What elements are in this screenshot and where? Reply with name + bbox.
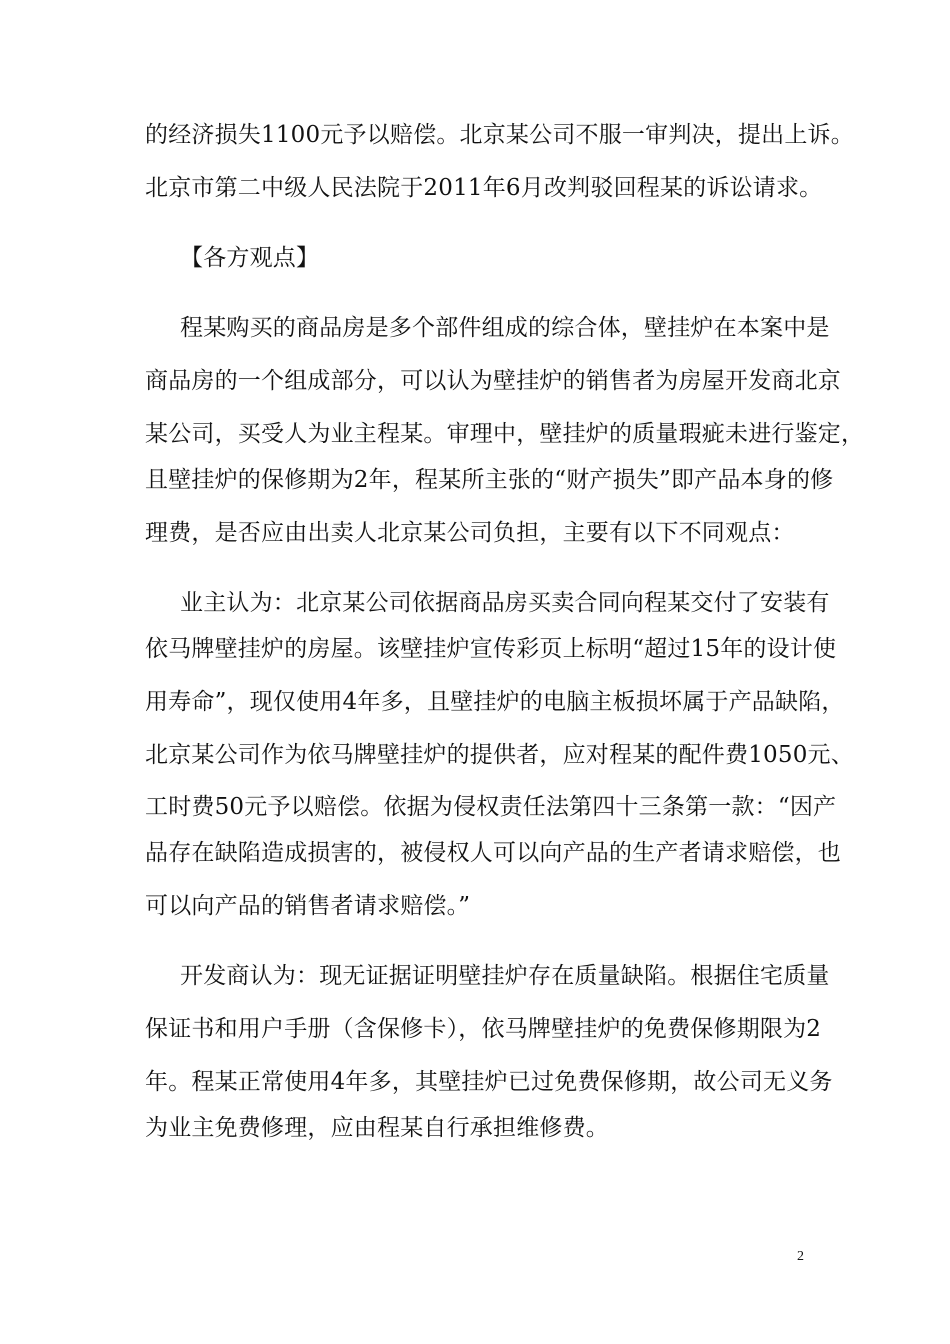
text-line: 程某购买的商品房是多个部件组成的综合体，壁挂炉在本案中是 xyxy=(180,315,830,341)
text-line: 用寿命”，现仅使用4年多，且壁挂炉的电脑主板损坏属于产品缺陷， xyxy=(145,689,845,715)
text-line: 理费，是否应由出卖人北京某公司负担，主要有以下不同观点： xyxy=(145,520,795,546)
text-line: 北京市第二中级人民法院于2011年6月改判驳回程某的诉讼请求。 xyxy=(145,175,823,201)
text-line: 保证书和用户手册（含保修卡），依马牌壁挂炉的免费保修期限为2 xyxy=(145,1016,822,1042)
text-line: 业主认为：北京某公司依据商品房买卖合同向程某交付了安装有 xyxy=(180,590,830,616)
text-line: 商品房的一个组成部分，可以认为壁挂炉的销售者为房屋开发商北京 xyxy=(145,368,841,394)
text-line: 年。程某正常使用4年多，其壁挂炉已过免费保修期，故公司无义务 xyxy=(145,1069,833,1095)
text-line: 的经济损失1100元予以赔偿。北京某公司不服一审判决，提出上诉。 xyxy=(145,122,854,148)
text-line: 开发商认为：现无证据证明壁挂炉存在质量缺陷。根据住宅质量 xyxy=(180,963,830,989)
text-line: 依马牌壁挂炉的房屋。该壁挂炉宣传彩页上标明“超过15年的设计使 xyxy=(145,636,837,662)
text-line: 且壁挂炉的保修期为2年，程某所主张的“财产损失”即产品本身的修 xyxy=(145,467,834,493)
text-line: 品存在缺陷造成损害的，被侵权人可以向产品的生产者请求赔偿，也 xyxy=(145,840,841,866)
text-line: 可以向产品的销售者请求赔偿。” xyxy=(145,893,471,919)
text-line: 某公司，买受人为业主程某。审理中，壁挂炉的质量瑕疵未进行鉴定， xyxy=(145,421,865,447)
text-line: 北京某公司作为依马牌壁挂炉的提供者，应对程某的配件费1050元、 xyxy=(145,742,854,768)
page-number: 2 xyxy=(797,1249,804,1264)
text-line: 为业主免费修理，应由程某自行承担维修费。 xyxy=(145,1115,609,1141)
section-heading: 【各方观点】 xyxy=(180,245,320,271)
text-line: 工时费50元予以赔偿。依据为侵权责任法第四十三条第一款：“因产 xyxy=(145,794,837,820)
